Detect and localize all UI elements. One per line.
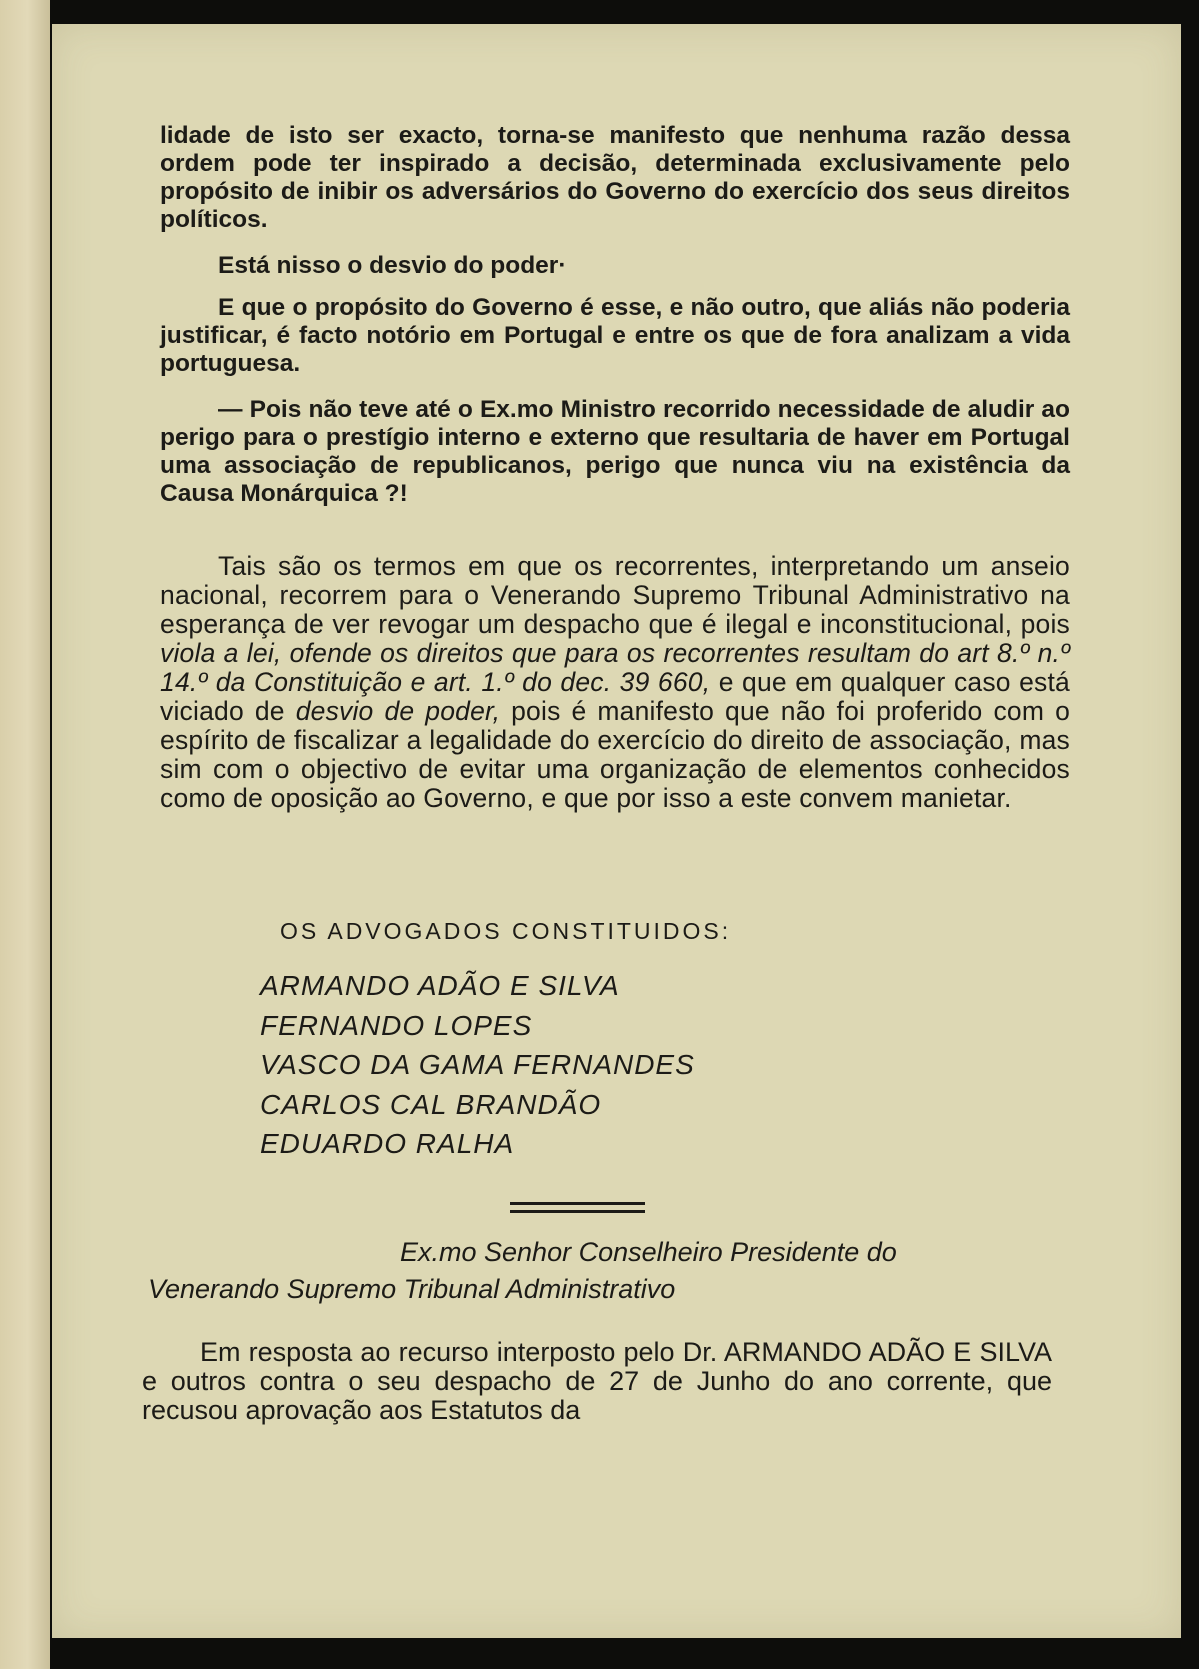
paragraph-5: [160, 552, 1070, 813]
page-edge-strip: [0, 0, 50, 1669]
paragraph-5-italic-a: viola a lei, ofende os direitos que para os recorrentes resultam do art 8.º n.º 14.º da Constituição e art. 1.º do dec. 39 660,: [160, 638, 1070, 697]
paragraph-5-text-a: Tais são os termos em que os recorrentes, interpretando um anseio nacional, recorrem para o Venerando Supremo Tribunal Administrativo na esperança de ver revogar um despacho que é ilegal e inconstitucional, pois: [160, 551, 1070, 639]
signatory-name: EDUARDO RALHA: [260, 1128, 515, 1159]
document-page: [52, 24, 1181, 1638]
reply-paragraph: Em resposta ao recurso interposto pelo Dr. ARMANDO ADÃO E SILVA e outros contra o seu despacho de 27 de Junho do ano corrente, que recusou aprovação aos Estatutos da: [142, 1337, 1052, 1425]
paragraph-3: E que o propósito do Governo é esse, e não outro, que aliás não poderia justificar, é facto notório em Portugal e entre os que de fora analizam a vida portuguesa.: [160, 294, 1070, 377]
paragraph-4: — Pois não teve até o Ex.mo Ministro recorrido necessidade de aludir ao perigo para o prestígio interno e externo que resultaria de haver em Portugal uma associação de republicanos, perigo que nunca viu na existência da Causa Monárquica ?!: [160, 396, 1070, 507]
signatory-name: VASCO DA GAMA FERNANDES: [260, 1049, 695, 1080]
paragraph-1: lidade de isto ser exacto, torna-se manifesto que nenhuma razão dessa ordem pode ter inspirado a decisão, determinada exclusivamente pelo propósito de inibir os adversários do Governo do exercício dos seus direitos políticos.: [160, 122, 1070, 233]
signatory-name: FERNANDO LOPES: [260, 1009, 533, 1041]
address-line-2: Venerando Supremo Tribunal Administrativo: [148, 1274, 676, 1304]
paragraph-5-italic-b: desvio de poder,: [295, 696, 501, 726]
paragraph-2: Está nisso o desvio do poder·: [218, 252, 567, 279]
signatories-list: [260, 966, 695, 1164]
signatories-heading: OS ADVOGADOS CONSTITUIDOS:: [280, 918, 732, 944]
divider-rule-bottom: [510, 1210, 645, 1213]
signatory-name: CARLOS CAL BRANDÃO: [260, 1088, 602, 1120]
divider-rule-top: [510, 1202, 645, 1205]
address-line-1: Ex.mo Senhor Conselheiro Presidente do: [400, 1237, 897, 1267]
signatory-name: ARMANDO ADÃO E SILVA: [260, 970, 620, 1001]
paragraph-5-text-b: e que em qualquer caso está viciado de: [160, 667, 1070, 726]
address-block: [148, 1234, 1058, 1308]
paragraph-5-text-c: pois é manifesto que não foi proferido com o espírito de fiscalizar a legalidade do exercício do direito de associação, mas sim com o objectivo de evitar uma organização de elementos conhecidos como de oposição ao Governo, e que por isso a este convem manietar.: [160, 696, 1071, 813]
